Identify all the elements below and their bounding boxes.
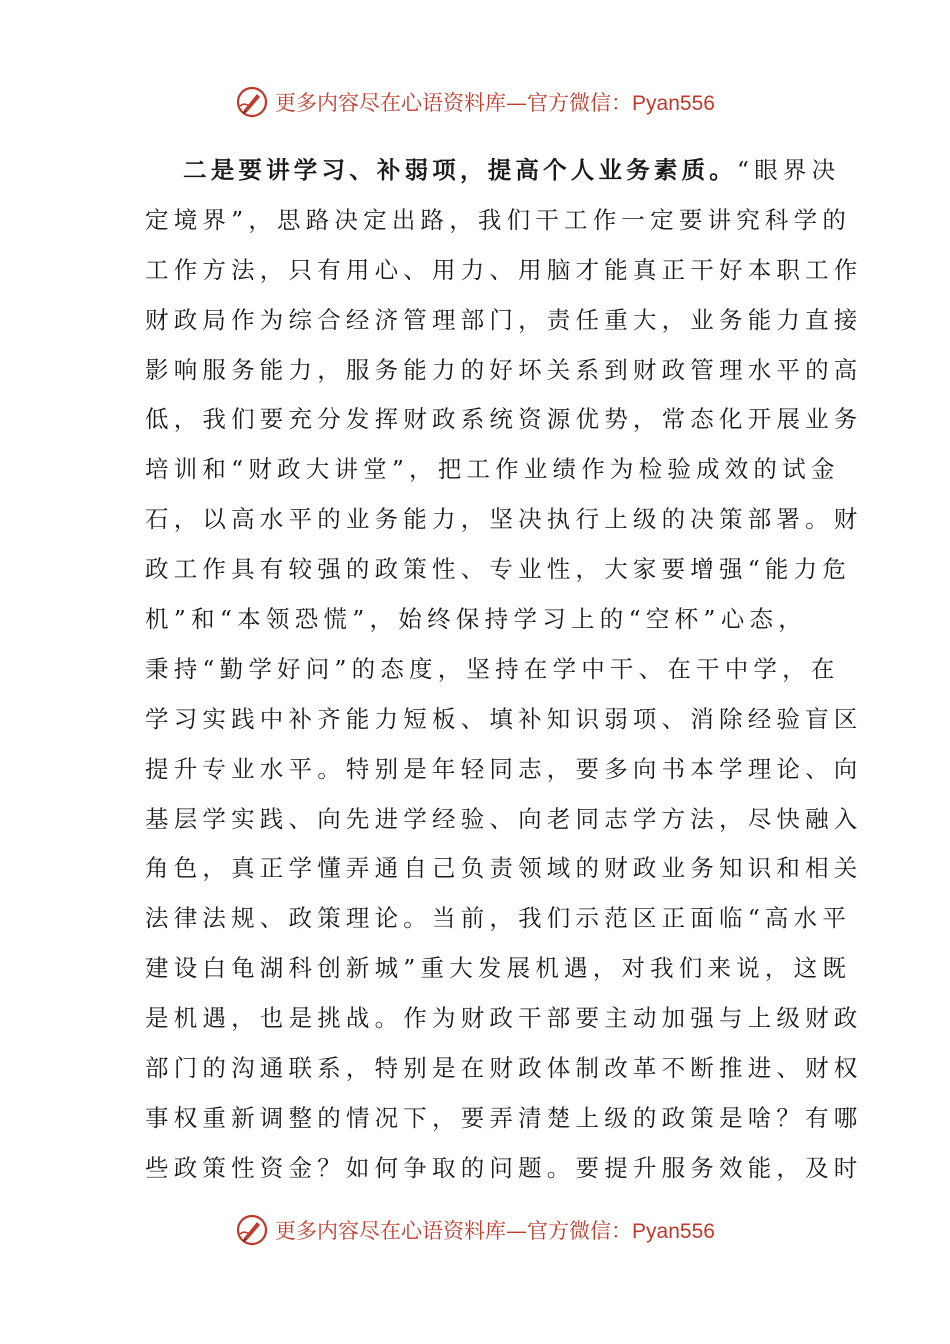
pen-logo-icon: [235, 85, 269, 119]
text-line: 石，以高水平的业务能力，坚决执行上级的决策部署。财: [145, 505, 863, 534]
text-line: 低，我们要充分发挥财政系统资源优势，常态化开展业务: [145, 405, 863, 434]
text-line: 部门的沟通联系，特别是在财政体制改革不断推进、财权: [145, 1054, 863, 1083]
paragraph-first-line: [145, 146, 841, 196]
header-banner: [0, 82, 950, 122]
text-line: 机”和“本领恐慌”，始终保持学习上的“空杯”心态，: [145, 605, 807, 634]
text-line: 建设白龟湖科创新城”重大发展机遇，对我们来说，这既: [145, 954, 852, 983]
text-line: 法律法规、政策理论。当前，我们示范区正面临“高水平: [145, 904, 852, 933]
text-line: 是机遇，也是挑战。作为财政干部要主动加强与上级财政: [145, 1004, 863, 1033]
text-line: 学习实践中补齐能力短板、填补知识弱项、消除经验盲区: [145, 704, 863, 733]
text-line: 影响服务能力，服务能力的好坏关系到财政管理水平的高: [145, 355, 863, 384]
text-line: 提升专业水平。特别是年轻同志，要多向书本学理论、向: [145, 754, 863, 783]
banner-text: 更多内容尽在心语资料库—官方微信：Pyan556: [275, 91, 715, 115]
text-line: 秉持“勤学好问”的态度，坚持在学中干、在干中学，在: [145, 654, 840, 683]
text-line: 基层学实践、向先进学经验、向老同志学方法，尽快融入: [145, 804, 863, 833]
text-line: 定境界”，思路决定出路，我们干工作一定要讲究科学的: [145, 205, 852, 234]
text-line: 财政局作为综合经济管理部门，责任重大，业务能力直接: [145, 305, 863, 334]
document-body: [145, 146, 863, 1194]
wechat-id: Pyan556: [632, 92, 715, 115]
text-line: 些政策性资金？如何争取的问题。要提升服务效能，及时: [145, 1153, 863, 1182]
text-line: 角色，真正学懂弄通自己负责领域的财政业务知识和相关: [145, 854, 863, 883]
paragraph-heading: 二是要讲学习、补弱项，提高个人业务素质。: [183, 156, 737, 184]
text-line: 政工作具有较强的政策性、专业性，大家要增强“能力危: [145, 555, 852, 584]
first-line-rest: “眼界决: [737, 156, 841, 184]
banner-text: 更多内容尽在心语资料库—官方微信：Pyan556: [275, 1219, 715, 1243]
text-line: 工作方法，只有用心、用力、用脑才能真正干好本职工作: [145, 255, 863, 284]
wechat-id: Pyan556: [632, 1220, 715, 1243]
footer-banner: [0, 1210, 950, 1250]
text-line: 事权重新调整的情况下，要弄清楚上级的政策是啥？有哪: [145, 1103, 863, 1132]
text-line: 培训和“财政大讲堂”，把工作业绩作为检验成效的试金: [145, 455, 840, 484]
pen-logo-icon: [235, 1213, 269, 1247]
